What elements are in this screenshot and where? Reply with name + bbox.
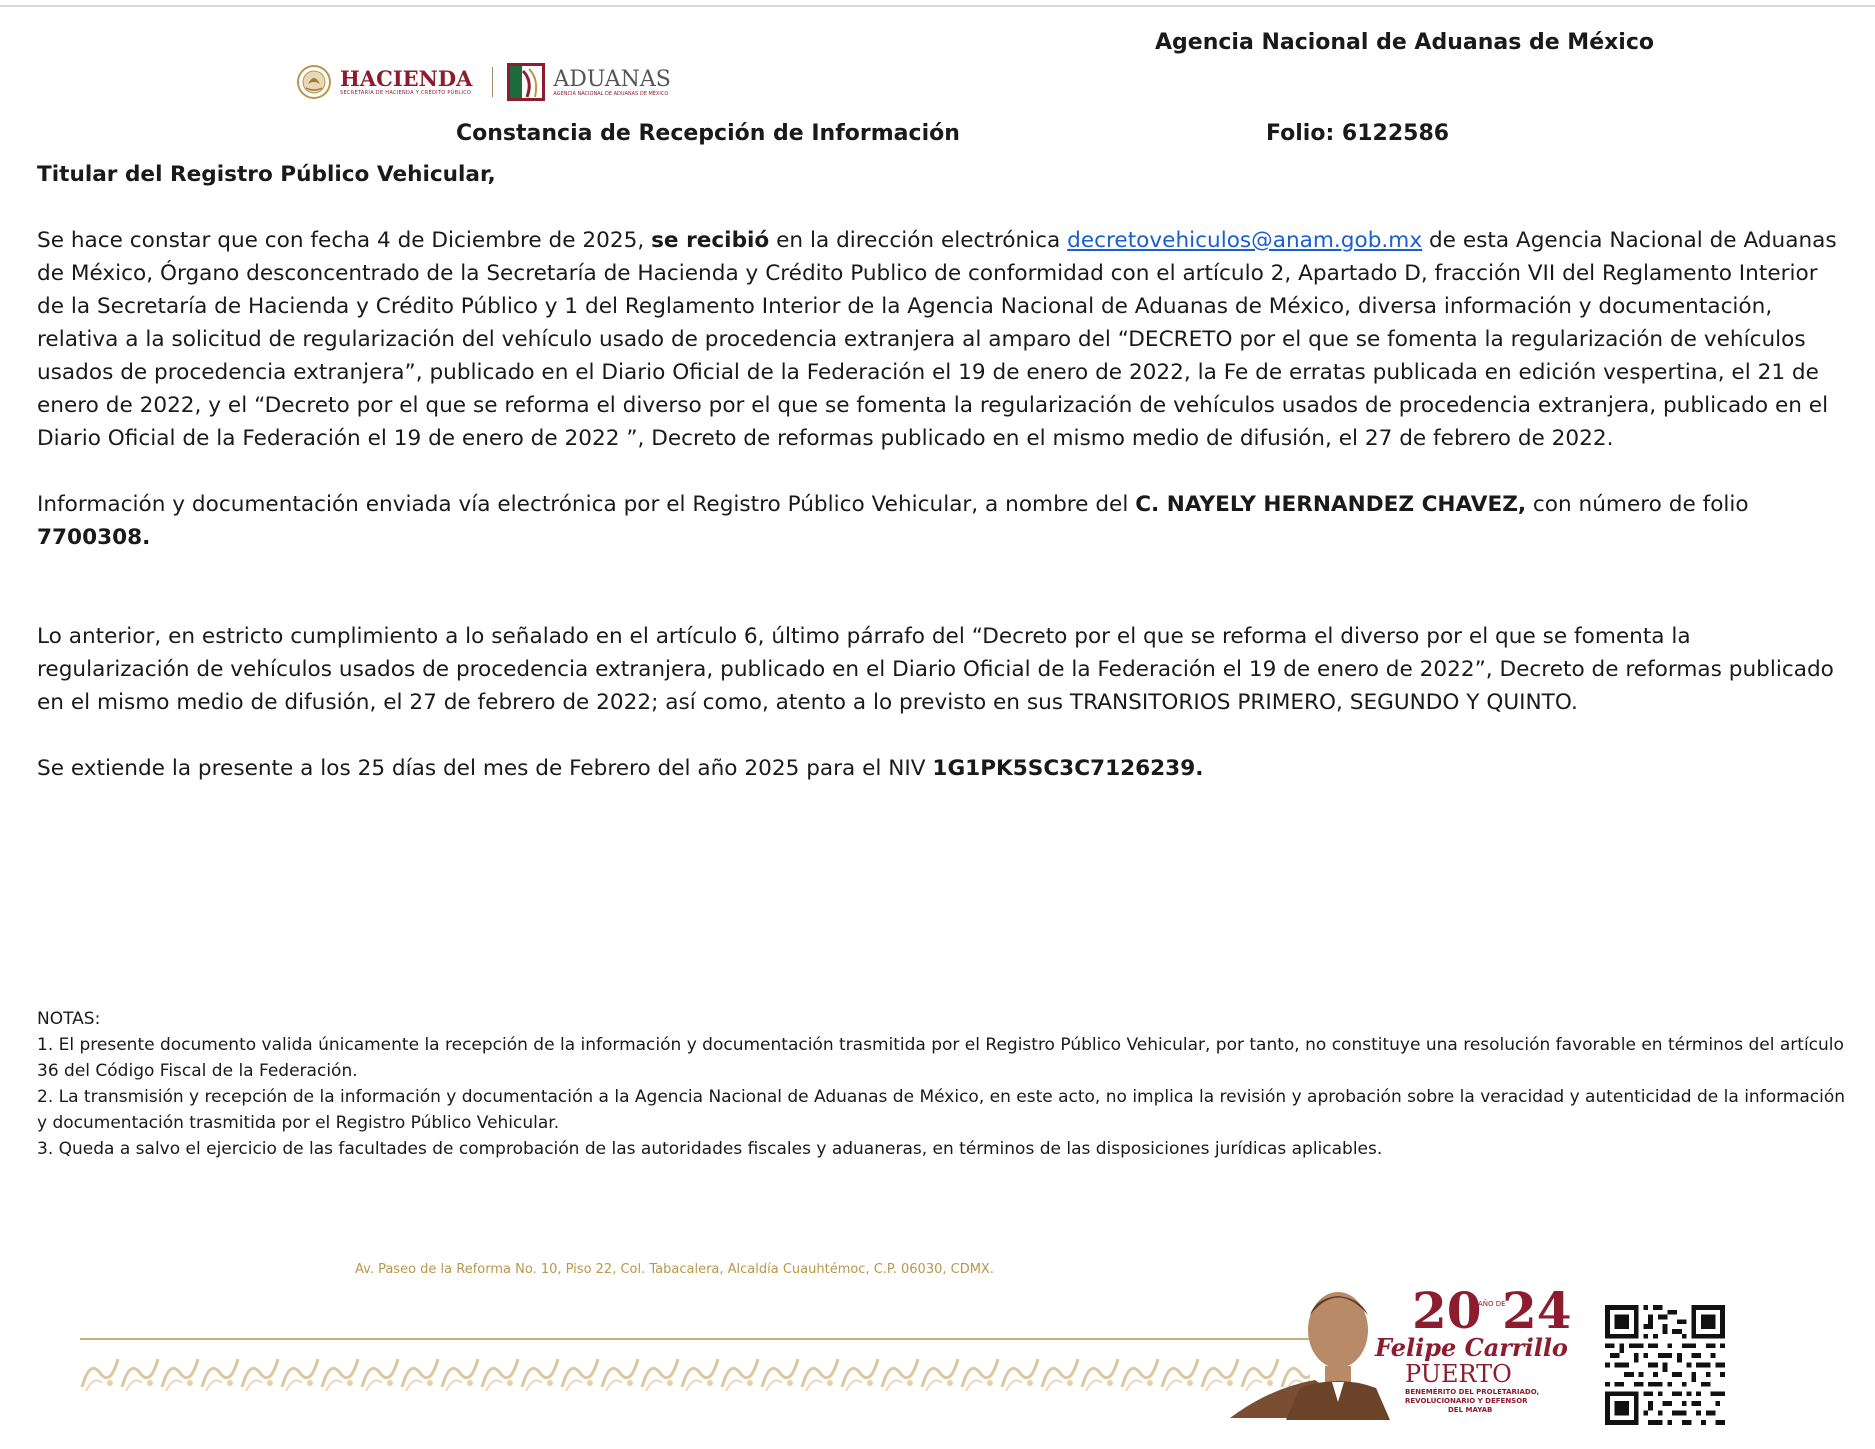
- note-item: 2. La transmisión y recepción de la información y documentación a la Agencia Nacional de Aduanas de México, en este acto, no implica la revisión y aprobación sobre la veracidad y autenticidad de la información y documentación trasmitida por el Registro Público Vehicular.: [37, 1087, 1846, 1133]
- agency-name: Agencia Nacional de Aduanas de México: [1155, 30, 1655, 55]
- paragraph-sender: [37, 488, 1837, 554]
- hacienda-logo-subtitle: SECRETARÍA DE HACIENDA Y CRÉDITO PÚBLICO: [340, 90, 472, 96]
- honoree-epithet-line: DEL MAYAB: [1448, 1406, 1493, 1414]
- paragraph-receipt-text-b: en la dirección electrónica: [769, 228, 1068, 253]
- mexico-coat-of-arms-icon: [296, 64, 332, 100]
- paragraph-compliance: Lo anterior, en estricto cumplimiento a lo señalado en el artículo 6, último párrafo del “Decreto por el que se reforma el diverso por el que se fomenta la regularización de vehículos usados de procedencia extranjera, publicado en el Diario Oficial de la Federación el 19 de enero de 2022”, Decreto de reformas publicado en el mismo medio de difusión, el 27 de febrero de 2022; así como, atento a lo previsto en sus TRANSITORIOS PRIMERO, SEGUNDO Y QUINTO.: [37, 624, 1834, 715]
- felipe-carrillo-puerto-year-logo: [1220, 1270, 1590, 1430]
- notes-heading: NOTAS:: [37, 1009, 101, 1029]
- honoree-epithet-line: BENEMÉRITO DEL PROLETARIADO,: [1405, 1388, 1540, 1396]
- qr-code-icon: [1605, 1305, 1725, 1425]
- aduanas-logo-subtitle: AGENCIA NACIONAL DE ADUANAS DE MÉXICO: [553, 90, 669, 97]
- hacienda-logo-text: HACIENDA: [340, 66, 473, 91]
- paragraph-receipt-text-a: Se hace constar que con fecha 4 de Diciembre de 2025,: [37, 228, 652, 253]
- honoree-epithet-line: REVOLUCIONARIO Y DEFENSOR: [1405, 1397, 1528, 1405]
- vehicle-niv: 1G1PK5SC3C7126239.: [932, 756, 1204, 781]
- note-item: 3. Queda a salvo el ejercicio de las facultades de comprobación de las autoridades fiscales y aduaneras, en términos de las disposiciones jurídicas aplicables.: [37, 1139, 1383, 1159]
- paragraph-sender-text-a: Información y documentación enviada vía electrónica por el Registro Público Vehicular, a nombre del: [37, 492, 1136, 517]
- decorative-pattern-band: [80, 1353, 1310, 1393]
- document-folio: Folio: 6122586: [1266, 121, 1450, 146]
- addressee: Titular del Registro Público Vehicular,: [37, 162, 496, 187]
- document-title: Constancia de Recepción de Información: [456, 121, 960, 146]
- paragraph-issuance-text: Se extiende la presente a los 25 días del mes de Febrero del año 2025 para el NIV: [37, 756, 933, 781]
- logo-separator: [492, 67, 493, 97]
- aduanas-logo-text: ADUANAS: [553, 66, 671, 92]
- paragraph-issuance: [37, 752, 1837, 785]
- received-emphasis: se recibió: [651, 228, 770, 253]
- footer-rule: [80, 1338, 1310, 1340]
- top-divider: [0, 5, 1875, 7]
- paragraph-sender-text-b: con número de folio: [1526, 492, 1749, 517]
- document-body: [37, 158, 1837, 818]
- sender-folio-number: 7700308.: [37, 525, 151, 550]
- paragraph-receipt: [37, 224, 1837, 455]
- citizen-name: C. NAYELY HERNANDEZ CHAVEZ,: [1135, 492, 1527, 517]
- footer-address: Av. Paseo de la Reforma No. 10, Piso 22, Col. Tabacalera, Alcaldía Cuauhtémoc, C.P. 06030, CDMX.: [355, 1262, 994, 1277]
- honoree-last-name: PUERTO: [1405, 1360, 1512, 1388]
- year-prefix: 20: [1412, 1281, 1482, 1340]
- year-suffix: 24: [1502, 1281, 1572, 1340]
- note-item: 1. El presente documento valida únicamente la recepción de la información y documentación trasmitida por el Registro Público Vehicular, por tanto, no constituye una resolución favorable en términos del artículo 36 del Código Fiscal de la Federación.: [37, 1035, 1844, 1081]
- paragraph-receipt-text-c: de esta Agencia Nacional de Aduanas de México, Órgano desconcentrado de la Secretaría de Hacienda y Crédito Publico de conformidad con el artículo 2, Apartado D, fracción VII del Reglamento Interior de la Secretaría de Hacienda y Crédito Público y 1 del Reglamento Interior de la Agencia Nacional de Aduanas de México, diversa información y documentación, relativa a la solicitud de regularización del vehículo usado de procedencia extranjera al amparo del “DECRETO por el que se fomenta la regularización de vehículos usados de procedencia extranjera”, publicado en el Diario Oficial de la Federación el 19 de enero de 2022, la Fe de erratas publicada en edición vespertina, el 21 de enero de 2022, y el “Decreto por el que se reforma el diverso por el que se fomenta la regularización de vehículos usados de procedencia extranjera, publicado en el Diario Oficial de la Federación el 19 de enero de 2022 ”, Decreto de reformas publicado en el mismo medio de difusión, el 27 de febrero de 2022.: [37, 228, 1837, 451]
- notes-section: [37, 1006, 1845, 1162]
- portrait-illustration: [1230, 1292, 1390, 1420]
- year-caption: AÑO DE: [1478, 1300, 1506, 1308]
- header-logos: [296, 60, 671, 104]
- email-link[interactable]: decretovehiculos@anam.gob.mx: [1067, 228, 1423, 253]
- aduanas-emblem-icon: [507, 63, 545, 101]
- honoree-first-name: Felipe Carrillo: [1375, 1333, 1568, 1362]
